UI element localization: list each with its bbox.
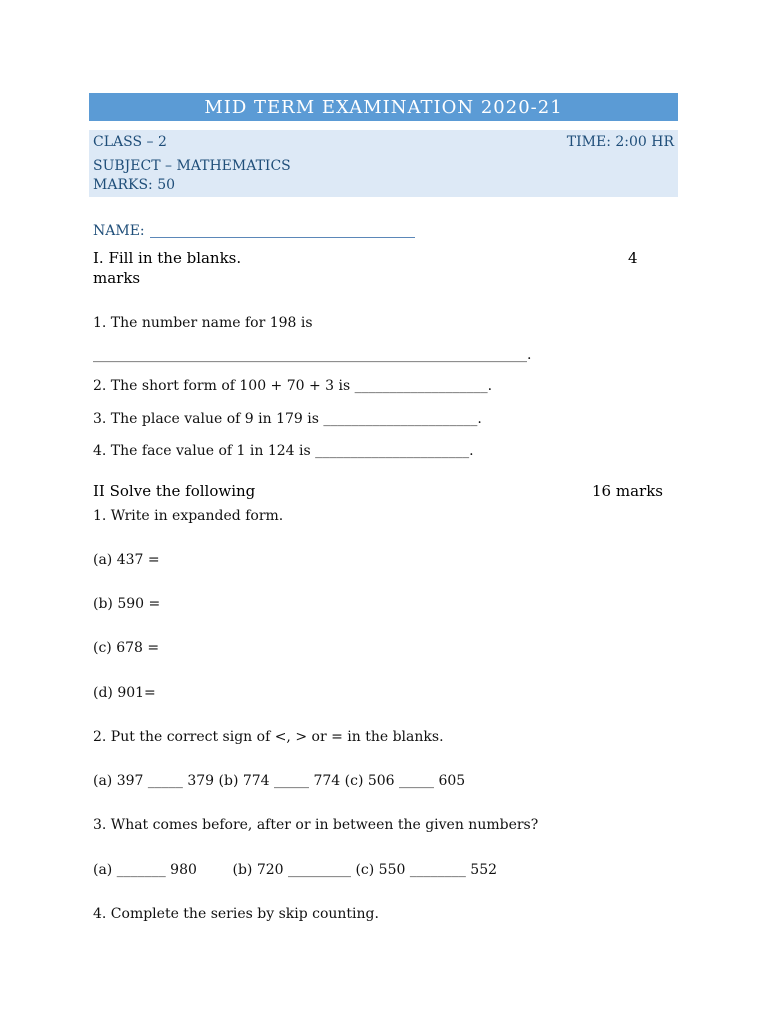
section1-question-3: 3. The place value of 9 in 179 is ______________________. xyxy=(93,411,482,427)
section1-question-2: 2. The short form of 100 + 70 + 3 is ___________________. xyxy=(93,378,493,394)
exam-title xyxy=(89,93,678,121)
name-field-line[interactable] xyxy=(150,237,415,238)
section2-question-1: 1. Write in expanded form. xyxy=(93,508,284,524)
name-label: NAME: xyxy=(93,223,145,239)
section1-question-1-blank: ______________________________________________________________. xyxy=(93,347,532,363)
section2-question-4: 4. Complete the series by skip counting. xyxy=(93,906,379,922)
section2-question-2-items: (a) 397 _____ 379 (b) 774 _____ 774 (c) 506 _____ 605 xyxy=(93,773,466,789)
time-label: TIME: 2:00 HR xyxy=(566,134,674,150)
section2-question-1c: (c) 678 = xyxy=(93,640,160,656)
section1-marks-word: marks xyxy=(93,269,141,287)
exam-info-box xyxy=(89,130,678,197)
section1-question-1: 1. The number name for 198 is xyxy=(93,315,313,331)
section2-question-2: 2. Put the correct sign of <, > or = in the blanks. xyxy=(93,729,444,745)
subject-label: SUBJECT – MATHEMATICS xyxy=(93,158,291,174)
section2-question-1b: (b) 590 = xyxy=(93,596,161,612)
section2-marks: 16 marks xyxy=(592,482,663,500)
section2-question-1d: (d) 901= xyxy=(93,685,156,701)
marks-label: MARKS: 50 xyxy=(93,177,176,193)
class-label: CLASS – 2 xyxy=(93,134,167,150)
section2-question-3: 3. What comes before, after or in between the given numbers? xyxy=(93,817,539,833)
section2-heading: II Solve the following xyxy=(93,482,256,500)
exam-title-text: MID TERM EXAMINATION 2020-21 xyxy=(204,96,563,118)
section2-question-3-items: (a) _______ 980 (b) 720 _________ (c) 550 ________ 552 xyxy=(93,862,498,878)
section1-heading: I. Fill in the blanks. xyxy=(93,249,242,267)
section2-question-1a: (a) 437 = xyxy=(93,552,160,568)
section1-marks-number: 4 xyxy=(628,249,638,267)
section1-question-4: 4. The face value of 1 in 124 is ______________________. xyxy=(93,443,474,459)
